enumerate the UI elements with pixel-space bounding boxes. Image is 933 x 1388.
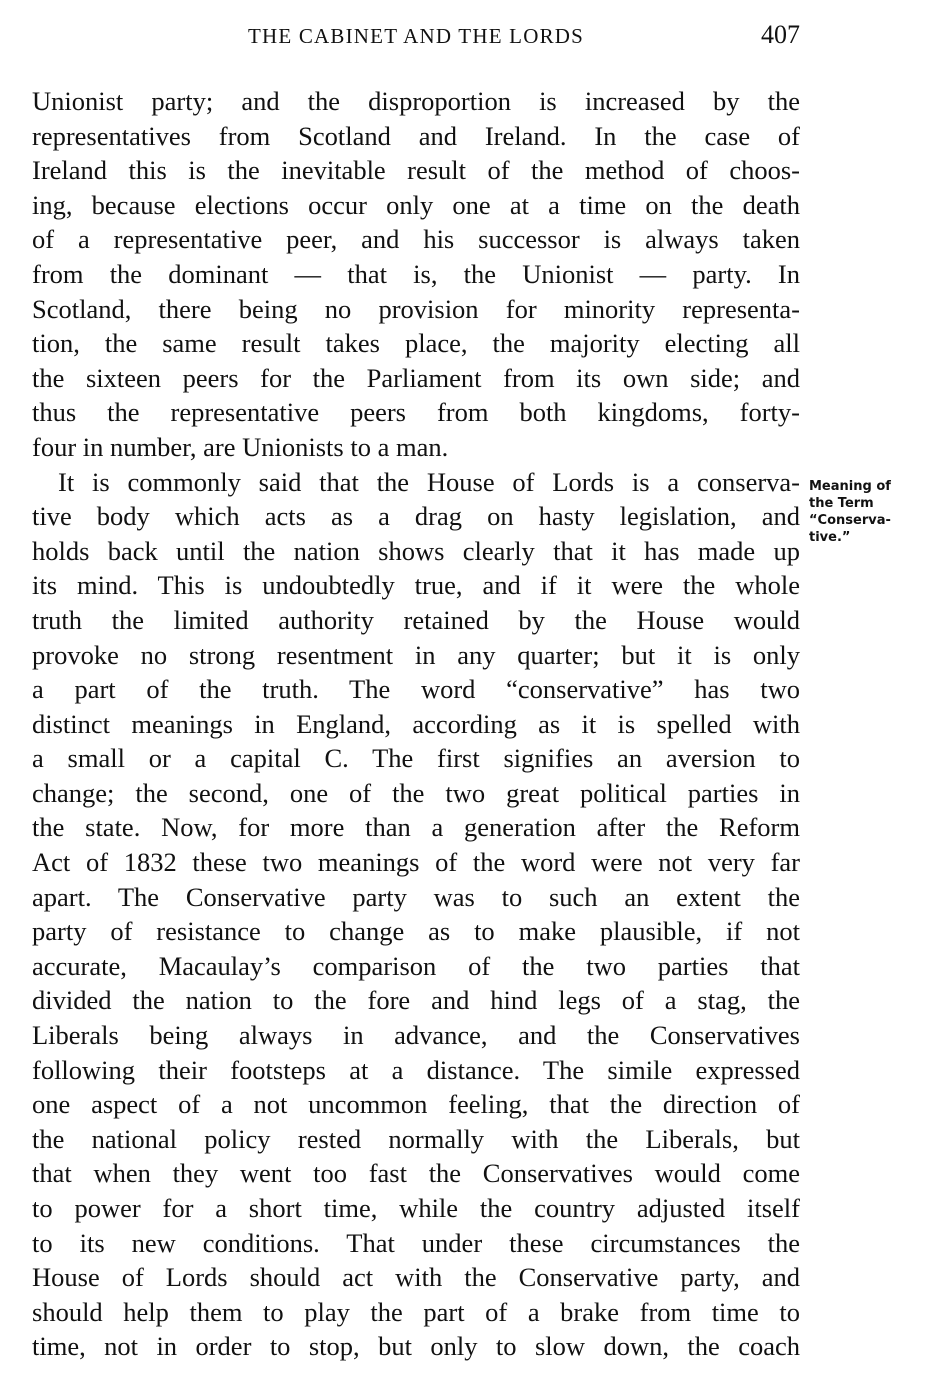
paragraph-end-line: four in number, are Unionists to a man. [32,431,449,462]
text-line: Scotland, there being no provision for minority representa- [32,293,800,324]
text-line: time, not in order to stop, but only to slow down, the coach [32,1331,800,1362]
page-header [32,18,800,58]
text-line: tive body which acts as a drag on hasty legislation, and [32,501,800,532]
text-line: truth the limited authority retained by the House would [32,604,800,635]
text-line: should help them to play the part of a brake from time to [32,1296,800,1327]
margin-note-line: Meaning of [809,479,891,494]
text-line: of a representative peer, and his successor is always taken [32,224,800,255]
text-line: Ireland this is the inevitable result of the method of choos- [32,155,800,186]
text-line: party of resistance to change as to make plausible, if not [32,916,800,947]
text-line: to its new conditions. That under these circumstances the [32,1227,800,1258]
text-line: change; the second, one of the two great political parties in [32,777,800,808]
text-line: that when they went too fast the Conservatives would come [32,1158,800,1189]
text-line: divided the nation to the fore and hind legs of a stag, the [32,985,800,1016]
text-line: holds back until the nation shows clearly that it has made up [32,535,800,566]
text-line: Liberals being always in advance, and the Conservatives [32,1020,800,1051]
text-line: representatives from Scotland and Ireland. In the case of [32,120,800,151]
text-line: following their footsteps at a distance. The simile expressed [32,1054,800,1085]
text-line: provoke no strong resentment in any quarter; but it is only [32,639,800,670]
text-line: the sixteen peers for the Parliament from its own side; and [32,362,800,393]
text-line: accurate, Macaulay’s comparison of the two parties that [32,950,800,981]
text-line: tion, the same result takes place, the majority electing all [32,328,800,359]
text-line: the state. Now, for more than a generation after the Reform [32,812,800,843]
page-number: 407 [761,20,800,49]
text-line: ing, because elections occur only one at a time on the death [32,189,800,220]
body-text [32,84,800,1364]
margin-note [809,478,927,546]
text-line: Unionist party; and the disproportion is increased by the [32,86,800,116]
running-head: THE CABINET AND THE LORDS [247,24,585,48]
text-line: its mind. This is undoubtedly true, and if it were the whole [32,570,800,601]
text-line: apart. The Conservative party was to such an extent the [32,881,800,912]
text-line: a small or a capital C. The first signifies an aversion to [32,743,800,774]
text-line: the national policy rested normally with the Liberals, but [32,1123,800,1154]
margin-note-line: “Conserva- [809,513,891,528]
text-line: thus the representative peers from both kingdoms, forty- [32,397,800,428]
margin-note-line: tive.” [809,530,851,545]
text-line: distinct meanings in England, according as it is spelled with [32,708,800,739]
text-line: from the dominant — that is, the Unionist — party. In [32,258,800,289]
margin-note-line: the Term [809,496,874,511]
text-line: one aspect of a not uncommon feeling, that the direction of [32,1089,800,1120]
text-line: a part of the truth. The word “conservative” has two [32,674,800,705]
text-line: to power for a short time, while the country adjusted itself [32,1193,800,1223]
text-line: House of Lords should act with the Conservative party, and [32,1262,800,1293]
paragraph-start-line: It is commonly said that the House of Lords is a conserva- [58,466,800,497]
text-line: Act of 1832 these two meanings of the word were not very far [32,847,800,878]
